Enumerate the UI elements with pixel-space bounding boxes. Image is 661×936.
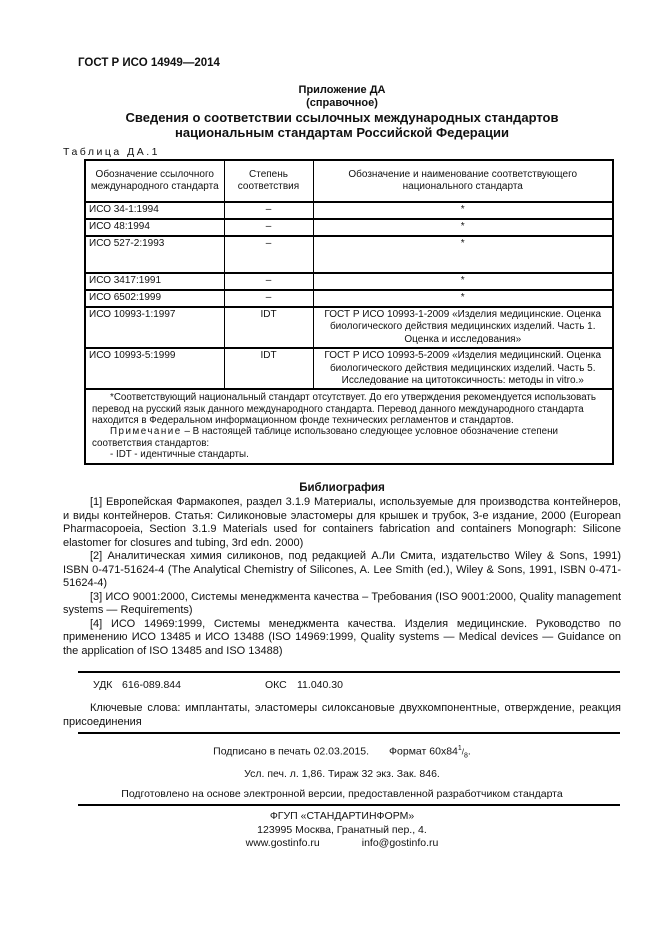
format-slash: / bbox=[461, 747, 465, 757]
table-row bbox=[85, 219, 613, 236]
footnote-note-item: - IDT - идентичные стандарты. bbox=[110, 448, 249, 460]
appendix-title-line1: Сведения о соответствии ссылочных международных стандартов bbox=[125, 110, 559, 125]
publisher-name: ФГУП «СТАНДАРТИНФОРМ» bbox=[269, 810, 415, 822]
reference-standard-cell: ИСО 3417:1991 bbox=[85, 273, 224, 290]
table-row bbox=[85, 236, 613, 273]
horizontal-rule bbox=[78, 732, 620, 734]
publisher-contacts bbox=[63, 837, 621, 849]
imprint-prepared-note: Подготовлено на основе электронной версии, предоставленной разработчиком стандарта bbox=[121, 788, 563, 800]
appendix-title-line2: национальным стандартам Российской Федерации bbox=[175, 124, 509, 140]
degree-cell: – bbox=[224, 236, 313, 273]
oks-value: 11.040.30 bbox=[297, 679, 343, 691]
format-numerator: 1 bbox=[457, 745, 462, 752]
bibliography-entry: [1] Европейская Фармакопея, раздел 3.1.9 Материалы, используемые для производства контейнеров, и виды контейнеров. Статья: Силиконовые эластомеры для крышек и трубок, 3-е издание, 2000 (European Pharmacopoeia, Section 3.1.9 Materials used for containers fabrication and containers Monograph: Silicone elastomer for closures and tubing, 3rd edn. 2000) bbox=[63, 496, 621, 549]
reference-standard-cell: ИСО 48:1994 bbox=[85, 219, 224, 236]
degree-cell: – bbox=[224, 219, 313, 236]
table-header-national: Обозначение и наименование соответствующего национального стандарта bbox=[313, 160, 613, 202]
publisher-website: www.gostinfo.ru bbox=[245, 837, 320, 849]
national-standard-cell: * bbox=[313, 290, 613, 307]
bibliography-title: Библиография bbox=[299, 482, 385, 494]
reference-standard-cell: ИСО 34-1:1994 bbox=[85, 202, 224, 219]
udk-label: УДК bbox=[93, 679, 113, 691]
publisher-email: info@gostinfo.ru bbox=[361, 837, 439, 849]
table-footnote-cell bbox=[85, 389, 613, 464]
reference-standard-cell: ИСО 10993-5:1999 bbox=[85, 348, 224, 389]
reference-standard-cell: ИСО 6502:1999 bbox=[85, 290, 224, 307]
keywords-section bbox=[63, 702, 621, 729]
table-header-row bbox=[85, 160, 613, 202]
degree-cell: IDT bbox=[224, 348, 313, 389]
table-footnote-row bbox=[85, 389, 613, 464]
signed-date: Подписано в печать 02.03.2015. bbox=[213, 745, 370, 758]
format-denominator: 8 bbox=[464, 752, 468, 760]
footnote-note-label: Примечание bbox=[110, 426, 182, 438]
bibliography-entry: [3] ИСО 9001:2000, Системы менеджмента качества – Требования (ISO 9001:2000, Quality management systems — Requirements) bbox=[63, 590, 621, 616]
keywords-text: Ключевые слова: имплантаты, эластомеры силоксановые двухкомпонентные, отверждение, реакция присоединения bbox=[63, 702, 621, 728]
table-label: Таблица ДА.1 bbox=[63, 146, 160, 158]
reference-standard-cell: ИСО 10993-1:1997 bbox=[85, 307, 224, 348]
table-row bbox=[85, 273, 613, 290]
horizontal-rule bbox=[78, 671, 620, 673]
bibliography-list bbox=[63, 496, 621, 658]
national-standard-cell: * bbox=[313, 219, 613, 236]
table-row bbox=[85, 290, 613, 307]
format-period: . bbox=[467, 745, 471, 758]
format-text: Формат 60х84 bbox=[389, 745, 458, 758]
appendix-label: Приложение ДА bbox=[298, 84, 386, 96]
national-standard-cell: * bbox=[313, 202, 613, 219]
udk-value: 616-089.844 bbox=[122, 679, 181, 691]
degree-cell: – bbox=[224, 290, 313, 307]
imprint-print-info: Усл. печ. л. 1,86. Тираж 32 экз. Зак. 846. bbox=[244, 768, 440, 780]
correspondence-table bbox=[84, 159, 614, 465]
appendix-title bbox=[63, 111, 621, 140]
table-row bbox=[85, 202, 613, 219]
table-header-degree: Степень соответствия bbox=[224, 160, 313, 202]
national-standard-cell: ГОСТ Р ИСО 10993-1-2009 «Изделия медицинские. Оценка биологического действия медицинских изделий. Часть 1. Оценка и исследования» bbox=[313, 307, 613, 348]
publisher-address: 123995 Москва, Гранатный пер., 4. bbox=[257, 824, 427, 836]
footnote-note bbox=[92, 426, 606, 449]
horizontal-rule bbox=[78, 804, 620, 806]
table-row bbox=[85, 348, 613, 389]
footnote-asterisk-note: *Соответствующий национальный стандарт отсутствует. До его утверждения рекомендуется использовать перевод на русский язык данного международного стандарта. Перевод данного международного стандарта находится в Федеральном информационном фонде технических регламентов и стандартов. bbox=[92, 392, 597, 427]
national-standard-cell: * bbox=[313, 236, 613, 273]
appendix-type: (справочное) bbox=[306, 97, 378, 109]
bibliography-entry: [4] ИСО 14969:1999, Системы менеджмента качества. Изделия медицинские. Руководство по применению ИСО 13485 и ИСО 13488 (ISO 14969:1999, Quality systems — Medical devices — Guidance on the application of ISO 13485 and ISO 13488) bbox=[63, 617, 621, 657]
imprint-signed-line bbox=[63, 745, 621, 760]
reference-standard-cell: ИСО 527-2:1993 bbox=[85, 236, 224, 273]
footnote-note-text: – В настоящей таблице использовано следующее условное обозначение степени соответствия стандартов: bbox=[92, 426, 558, 449]
degree-cell: – bbox=[224, 273, 313, 290]
national-standard-cell: * bbox=[313, 273, 613, 290]
table-header-reference: Обозначение ссылочного международного стандарта bbox=[85, 160, 224, 202]
bibliography-entry: [2] Аналитическая химия силиконов, под редакцией А.Ли Смита, издательство Wiley & Sons, 1991) ISBN 0-471-51624-4 (The Analytical Chemistry of Silicones, A. Lee Smith (ed.), Wiley & Sons, 1991, ISBN 0-471-51624-4) bbox=[63, 550, 621, 589]
document-code: ГОСТ Р ИСО 14949—2014 bbox=[78, 57, 220, 69]
degree-cell: – bbox=[224, 202, 313, 219]
table-row bbox=[85, 307, 613, 348]
oks-label: ОКС bbox=[265, 679, 287, 691]
degree-cell: IDT bbox=[224, 307, 313, 348]
national-standard-cell: ГОСТ Р ИСО 10993-5-2009 «Изделия медицинский. Оценка биологического действия медицинских изделий. Часть 5. Исследование на цитотоксичность: методы in vitro.» bbox=[313, 348, 613, 389]
